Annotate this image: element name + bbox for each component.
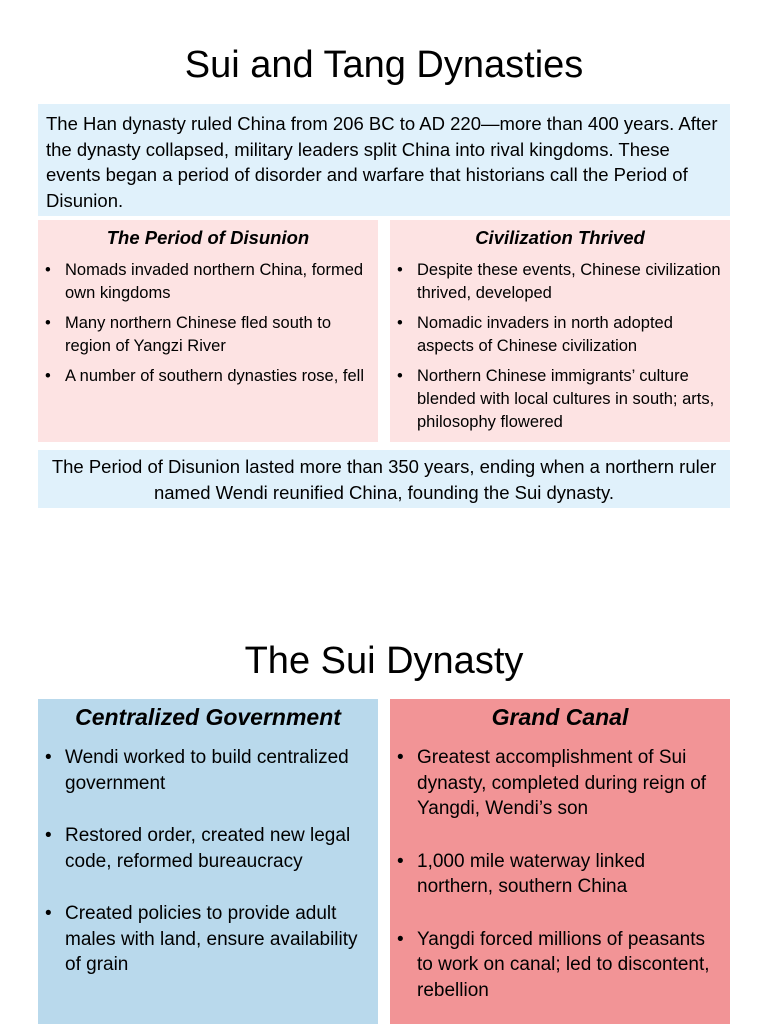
list-item: • 1,000 mile waterway linked northern, southern China bbox=[397, 849, 724, 900]
intro-text-box: The Han dynasty ruled China from 206 BC to AD 220—more than 400 years. After the dynasty collapsed, military leaders split China into rival kingdoms. These events began a period of disorder and warfare that historians call the Period of Disunion. bbox=[38, 104, 730, 216]
civilization-thrived-heading: Civilization Thrived bbox=[475, 227, 645, 248]
centralized-government-list bbox=[38, 745, 378, 978]
list-item: • A number of southern dynasties rose, fell bbox=[45, 365, 372, 388]
civilization-thrived-box bbox=[390, 220, 730, 442]
period-of-disunion-list bbox=[38, 259, 378, 388]
list-item: • Nomadic invaders in north adopted aspects of Chinese civilization bbox=[397, 312, 724, 358]
grand-canal-panel bbox=[390, 699, 730, 1024]
centralized-government-heading: Centralized Government bbox=[75, 704, 341, 730]
list-item: • Wendi worked to build centralized government bbox=[45, 745, 372, 796]
summary-text-box: The Period of Disunion lasted more than 350 years, ending when a northern ruler named Wendi reunified China, founding the Sui dynasty. bbox=[38, 450, 730, 508]
list-item: • Restored order, created new legal code, reformed bureaucracy bbox=[45, 823, 372, 874]
period-of-disunion-heading: The Period of Disunion bbox=[106, 227, 310, 248]
slide-title-sui-dynasty: The Sui Dynasty bbox=[244, 640, 524, 682]
grand-canal-list bbox=[390, 745, 730, 1003]
list-item: • Despite these events, Chinese civilization thrived, developed bbox=[397, 259, 724, 305]
period-of-disunion-box bbox=[38, 220, 378, 442]
slide-title-sui-tang: Sui and Tang Dynasties bbox=[184, 44, 584, 86]
list-item: • Nomads invaded northern China, formed own kingdoms bbox=[45, 259, 372, 305]
list-item: • Northern Chinese immigrants’ culture blended with local cultures in south; arts, philosophy flowered bbox=[397, 365, 724, 434]
centralized-government-panel bbox=[38, 699, 378, 1024]
list-item: • Many northern Chinese fled south to region of Yangzi River bbox=[45, 312, 372, 358]
list-item: • Yangdi forced millions of peasants to work on canal; led to discontent, rebellion bbox=[397, 927, 724, 1004]
list-item: • Created policies to provide adult males with land, ensure availability of grain bbox=[45, 901, 372, 978]
civilization-thrived-list bbox=[390, 259, 730, 434]
grand-canal-heading: Grand Canal bbox=[491, 704, 629, 730]
list-item: • Greatest accomplishment of Sui dynasty, completed during reign of Yangdi, Wendi’s son bbox=[397, 745, 724, 822]
